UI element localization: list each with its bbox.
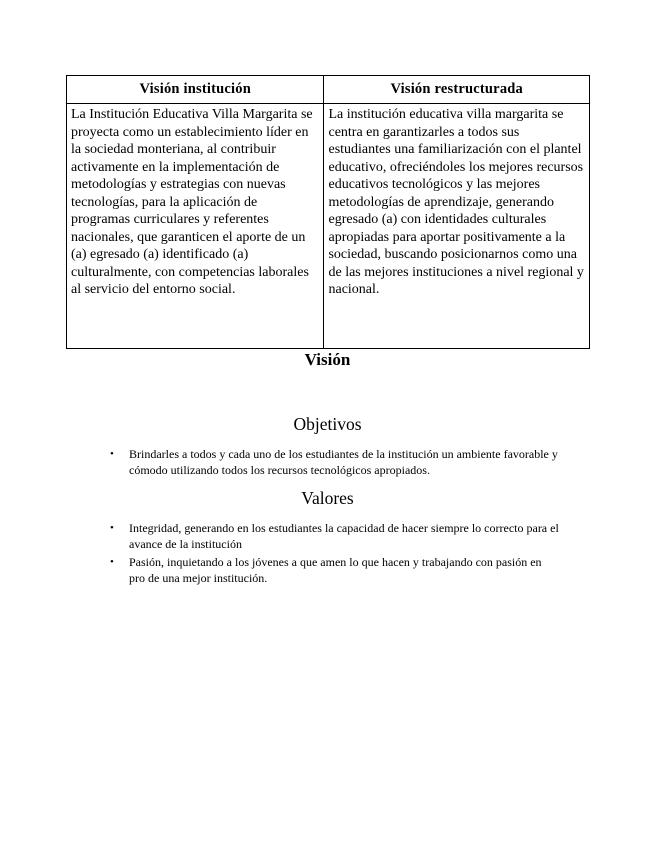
vision-heading: Visión [304, 350, 351, 369]
header-vision-institucion: Visión institución [67, 76, 324, 104]
valores-heading: Valores [301, 488, 354, 508]
bullet-icon: • [110, 556, 114, 568]
list-item-text: Integridad, generando en los estudiantes la capacidad de hacer siempre lo correcto para el avance de la institución [129, 521, 559, 551]
cell-vision-restructurada: La institución educativa villa margarita se centra en garantizarles a todos sus estudiantes una familiarización con el plantel educativo, ofreciéndoles los mejores recursos educativos tecnológicos y las mejores metodologías de aprendizaje, generando egresado (a) con identidades culturales apropiadas para aportar positivamente a la sociedad, buscando posicionarnos como una de las mejores instituciones a nivel regional y nacional. [324, 104, 590, 349]
list-item-text: Pasión, inquietando a los jóvenes a que amen lo que hacen y trabajando con pasión en pro de una mejor institución. [129, 555, 542, 585]
bullet-icon: • [110, 522, 114, 534]
objetivos-list [110, 446, 560, 478]
objetivos-heading: Objetivos [293, 414, 362, 434]
valores-list [110, 520, 560, 588]
list-item-text: Brindarles a todos y cada uno de los estudiantes de la institución un ambiente favorable y cómodo utilizando todos los recursos tecnológicos apropiados. [129, 447, 558, 477]
list-item [110, 520, 560, 552]
header-vision-restructurada: Visión restructurada [324, 76, 590, 104]
bullet-icon: • [110, 448, 114, 460]
table-header-row [67, 76, 590, 104]
cell-vision-institucion: La Institución Educativa Villa Margarita se proyecta como un establecimiento líder en la sociedad monteriana, al contribuir activamente en la implementación de metodologías y estrategias con nuevas tecnologías, para la aplicación de programas curriculares y referentes nacionales, que garanticen el aporte de un (a) egresado (a) identificado (a) culturalmente, con competencias laborales al servicio del entorno social. [67, 104, 324, 349]
table-row [67, 104, 590, 349]
list-item [110, 554, 560, 586]
list-item [110, 446, 560, 478]
vision-comparison-table [66, 75, 590, 349]
